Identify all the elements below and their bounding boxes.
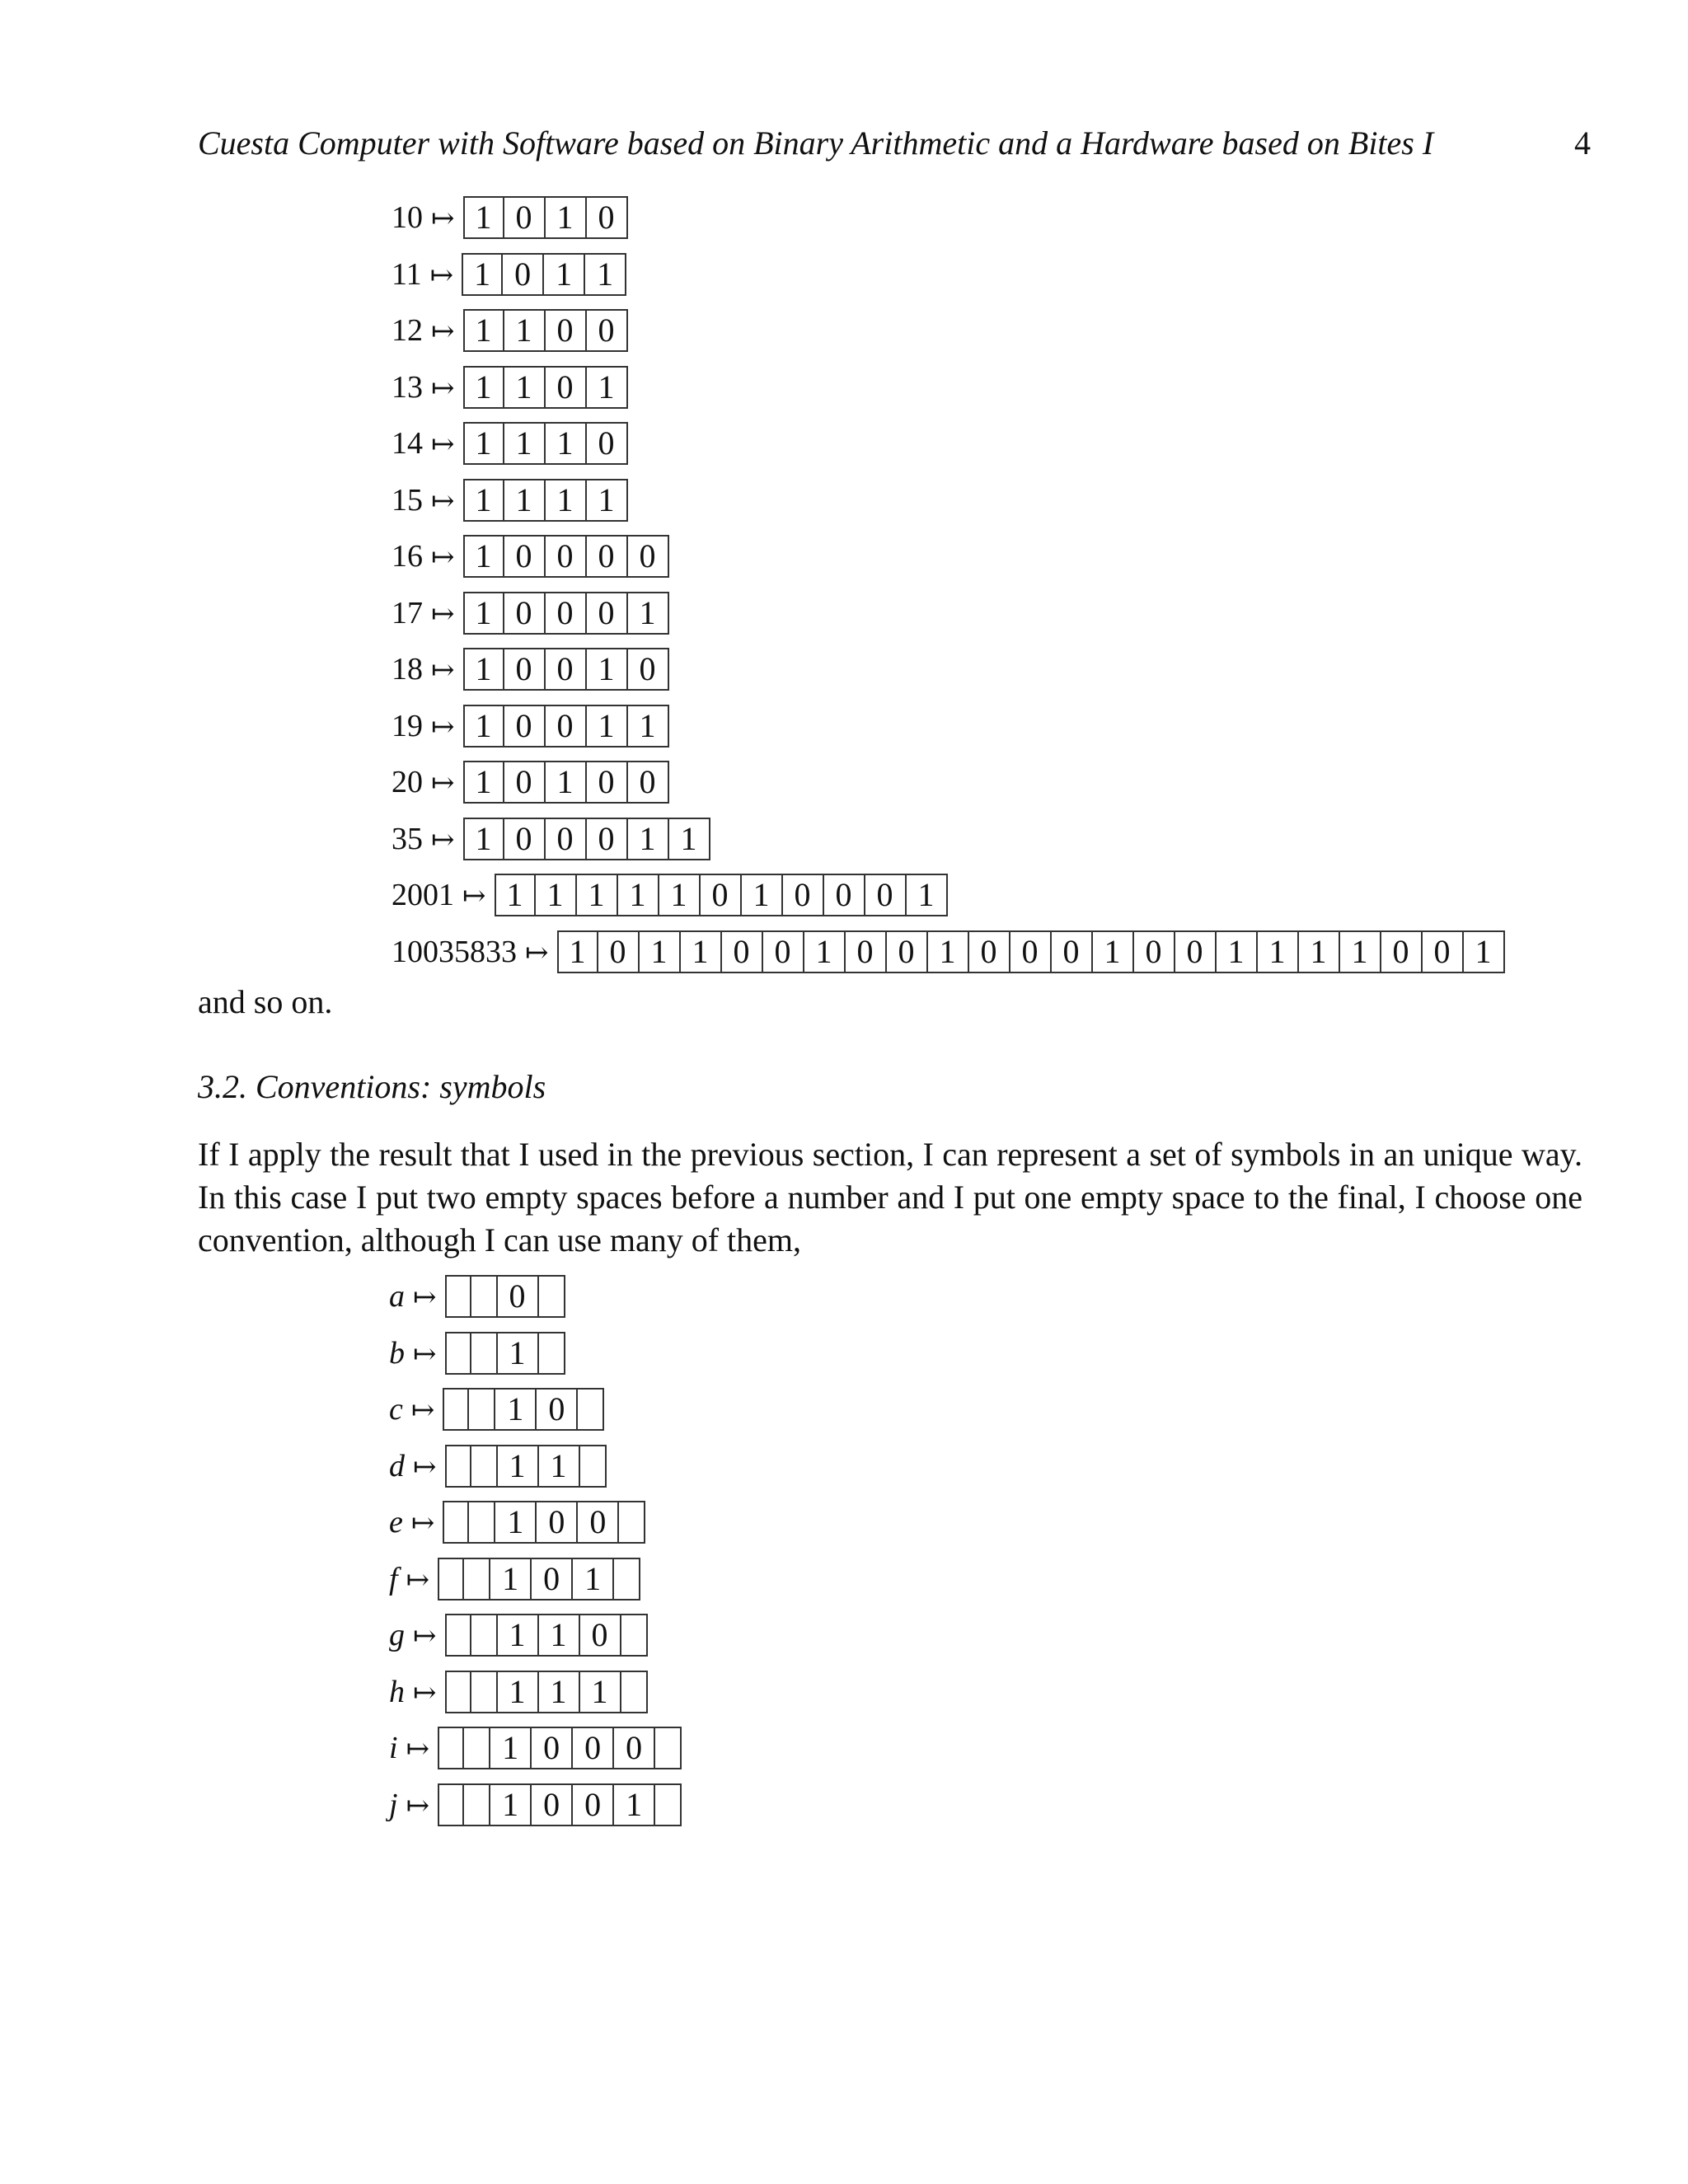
bit-cell-group [445, 1671, 648, 1713]
bit-cell: 0 [546, 309, 587, 352]
number-mapping-label [392, 592, 455, 635]
bit-cell: 1 [463, 648, 504, 691]
number-mapping-label [392, 818, 455, 860]
bit-cell: 1 [804, 930, 846, 973]
symbol-mapping-row [389, 1332, 565, 1375]
bit-cell: 0 [498, 1275, 539, 1318]
empty-cell [655, 1727, 682, 1769]
number-mapping-label [392, 422, 455, 465]
empty-cell [614, 1558, 640, 1601]
maps-to-arrow-icon: ↦ [431, 598, 455, 630]
bit-cell: 1 [587, 648, 628, 691]
empty-cell [438, 1727, 464, 1769]
maps-to-arrow-icon: ↦ [431, 711, 455, 743]
symbol-mapping-row [389, 1501, 645, 1544]
bit-cell: 0 [969, 930, 1010, 973]
bit-cell: 1 [659, 874, 701, 916]
symbol-mapping-label [389, 1558, 429, 1601]
bit-cell: 1 [495, 1388, 537, 1431]
bit-cell: 0 [504, 818, 546, 860]
empty-cell [443, 1388, 469, 1431]
bit-cell-group [445, 1332, 565, 1375]
number-mapping-label [392, 309, 455, 352]
bit-cell: 1 [546, 196, 587, 239]
symbol-mapping-row [389, 1614, 648, 1657]
bit-cell: 1 [495, 1501, 537, 1544]
bit-cell: 1 [1258, 930, 1299, 973]
bit-cell: 0 [504, 196, 546, 239]
bit-cell-group [495, 874, 948, 916]
bit-cell-group [445, 1614, 648, 1657]
maps-to-arrow-icon: ↦ [431, 768, 455, 799]
empty-cell [445, 1614, 471, 1657]
empty-cell [621, 1614, 648, 1657]
mapping-label-text: 14 [392, 426, 423, 461]
bit-cell: 0 [587, 196, 628, 239]
mapping-label-text: 13 [392, 369, 423, 405]
mapping-label-text: b [389, 1335, 405, 1371]
bit-cell: 1 [585, 253, 626, 296]
bit-cell: 1 [587, 705, 628, 748]
maps-to-arrow-icon: ↦ [413, 1282, 437, 1313]
bit-cell-group [557, 930, 1505, 973]
mapping-label-text: c [389, 1392, 403, 1427]
number-mapping-label [392, 930, 549, 973]
page-number: 4 [1574, 124, 1591, 162]
bit-cell: 0 [824, 874, 865, 916]
bit-cell: 1 [490, 1727, 532, 1769]
maps-to-arrow-icon: ↦ [462, 881, 486, 912]
bit-cell: 1 [463, 422, 504, 465]
maps-to-arrow-icon: ↦ [525, 937, 549, 968]
bit-cell: 0 [628, 535, 669, 578]
maps-to-arrow-icon: ↦ [431, 429, 455, 460]
number-mapping-row [392, 196, 628, 239]
bit-cell: 0 [546, 535, 587, 578]
empty-cell [539, 1275, 565, 1318]
number-mapping-row [392, 761, 669, 804]
bit-cell: 1 [504, 479, 546, 522]
empty-cell [469, 1501, 495, 1544]
number-mapping-row [392, 705, 669, 748]
bit-cell: 1 [463, 761, 504, 804]
bit-cell: 1 [463, 592, 504, 635]
maps-to-arrow-icon: ↦ [431, 655, 455, 686]
maps-to-arrow-icon: ↦ [413, 1621, 437, 1652]
empty-cell [471, 1671, 498, 1713]
number-mapping-row [392, 592, 669, 635]
bit-cell: 0 [504, 592, 546, 635]
bit-cell: 1 [504, 309, 546, 352]
bit-cell: 0 [546, 366, 587, 409]
bit-cell: 1 [539, 1671, 580, 1713]
bit-cell: 0 [1052, 930, 1093, 973]
bit-cell: 1 [462, 253, 503, 296]
bit-cell: 1 [546, 479, 587, 522]
number-mapping-label [392, 366, 455, 409]
number-mapping-row [392, 422, 628, 465]
mapping-label-text: g [389, 1618, 405, 1652]
bit-cell: 0 [587, 535, 628, 578]
bit-cell: 1 [681, 930, 722, 973]
number-mapping-row [392, 366, 628, 409]
bit-cell: 1 [495, 874, 536, 916]
bit-cell: 1 [587, 366, 628, 409]
bit-cell: 1 [490, 1558, 532, 1601]
bit-cell: 0 [1010, 930, 1052, 973]
bit-cell: 0 [504, 648, 546, 691]
number-mapping-row [392, 479, 628, 522]
bit-cell: 1 [504, 366, 546, 409]
number-mapping-row [392, 818, 710, 860]
bit-cell: 0 [1423, 930, 1464, 973]
empty-cell [621, 1671, 648, 1713]
symbol-mapping-row [389, 1783, 682, 1826]
symbol-mapping-label [389, 1332, 437, 1375]
running-header [198, 124, 1591, 173]
bit-cell: 0 [537, 1388, 578, 1431]
mapping-label-text: 16 [392, 539, 423, 574]
empty-cell [464, 1783, 490, 1826]
symbol-mapping-row [389, 1388, 604, 1431]
maps-to-arrow-icon: ↦ [431, 373, 455, 404]
bit-cell: 0 [532, 1727, 573, 1769]
number-mapping-row [392, 309, 628, 352]
bit-cell: 1 [614, 1783, 655, 1826]
bit-cell-group [463, 648, 669, 691]
bit-cell-group [463, 479, 628, 522]
bit-cell: 0 [1381, 930, 1423, 973]
bit-cell: 1 [1340, 930, 1381, 973]
symbol-mapping-label [389, 1783, 429, 1826]
bit-cell: 0 [628, 648, 669, 691]
bit-cell: 1 [742, 874, 783, 916]
empty-cell [619, 1501, 645, 1544]
symbol-mapping-row [389, 1445, 607, 1488]
bit-cell: 1 [618, 874, 659, 916]
mapping-label-text: d [389, 1448, 405, 1483]
maps-to-arrow-icon: ↦ [406, 1734, 430, 1765]
empty-cell [539, 1332, 565, 1375]
bit-cell: 0 [573, 1727, 614, 1769]
mapping-label-text: e [389, 1505, 403, 1540]
number-mapping-label [392, 535, 455, 578]
bit-cell: 0 [532, 1558, 573, 1601]
bit-cell-group [463, 366, 628, 409]
bit-cell: 1 [463, 479, 504, 522]
empty-cell [469, 1388, 495, 1431]
empty-cell [464, 1727, 490, 1769]
bit-cell: 0 [598, 930, 640, 973]
bit-cell: 1 [536, 874, 577, 916]
bit-cell-group [463, 422, 628, 465]
symbol-mapping-label [389, 1445, 437, 1488]
mapping-label-text: 2001 [392, 878, 454, 912]
maps-to-arrow-icon: ↦ [431, 316, 455, 347]
maps-to-arrow-icon: ↦ [413, 1451, 437, 1483]
number-mapping-label [392, 479, 455, 522]
mapping-label-text: 20 [392, 765, 423, 799]
bit-cell-group [462, 253, 626, 296]
bit-cell: 1 [546, 761, 587, 804]
bit-cell: 1 [498, 1671, 539, 1713]
mapping-label-text: h [389, 1674, 405, 1709]
bit-cell: 1 [463, 705, 504, 748]
bit-cell: 0 [587, 818, 628, 860]
bit-cell: 1 [463, 535, 504, 578]
empty-cell [445, 1275, 471, 1318]
bit-cell: 0 [628, 761, 669, 804]
bit-cell-group [438, 1727, 682, 1769]
bit-cell: 0 [783, 874, 824, 916]
maps-to-arrow-icon: ↦ [413, 1338, 437, 1370]
empty-cell [445, 1671, 471, 1713]
bit-cell: 1 [557, 930, 598, 973]
mapping-label-text: 15 [392, 482, 423, 518]
symbol-mapping-row [389, 1727, 682, 1769]
bit-cell-group [463, 535, 669, 578]
maps-to-arrow-icon: ↦ [413, 1677, 437, 1708]
bit-cell: 1 [628, 592, 669, 635]
empty-cell [471, 1332, 498, 1375]
bit-cell: 0 [587, 422, 628, 465]
bit-cell: 1 [504, 422, 546, 465]
bit-cell: 1 [490, 1783, 532, 1826]
empty-cell [580, 1445, 607, 1488]
number-mapping-row [392, 930, 1505, 973]
maps-to-arrow-icon: ↦ [410, 1508, 435, 1539]
bit-cell: 1 [907, 874, 948, 916]
bit-cell-group [463, 818, 710, 860]
bit-cell: 0 [546, 705, 587, 748]
bit-cell: 1 [1299, 930, 1340, 973]
bit-cell-group [445, 1275, 565, 1318]
bit-cell: 0 [546, 648, 587, 691]
bit-cell: 0 [504, 705, 546, 748]
empty-cell [438, 1558, 464, 1601]
bit-cell-group [463, 309, 628, 352]
maps-to-arrow-icon: ↦ [431, 485, 455, 517]
symbol-mapping-label [389, 1388, 434, 1431]
empty-cell [443, 1501, 469, 1544]
mapping-label-text: 12 [392, 313, 423, 348]
empty-cell [464, 1558, 490, 1601]
mapping-label-text: 35 [392, 821, 423, 856]
empty-cell [445, 1332, 471, 1375]
mapping-label-text: a [389, 1279, 405, 1314]
bit-cell-group [443, 1501, 645, 1544]
symbol-mapping-row [389, 1671, 648, 1713]
maps-to-arrow-icon: ↦ [406, 1790, 430, 1821]
mapping-label-text: 19 [392, 708, 423, 743]
bit-cell: 1 [573, 1558, 614, 1601]
maps-to-arrow-icon: ↦ [406, 1564, 430, 1596]
symbol-mapping-row [389, 1275, 565, 1318]
bit-cell: 0 [614, 1727, 655, 1769]
bit-cell: 1 [580, 1671, 621, 1713]
number-mapping-label [392, 874, 486, 916]
bit-cell: 1 [546, 422, 587, 465]
bit-cell: 1 [628, 705, 669, 748]
bit-cell: 1 [539, 1614, 580, 1657]
mapping-label-text: j [389, 1787, 398, 1822]
section-title: 3.2. Conventions: symbols [198, 1068, 546, 1105]
empty-cell [471, 1275, 498, 1318]
bit-cell: 0 [546, 818, 587, 860]
empty-cell [445, 1445, 471, 1488]
bit-cell: 1 [1464, 930, 1505, 973]
bit-cell: 1 [463, 366, 504, 409]
bit-cell: 0 [573, 1783, 614, 1826]
bit-cell: 1 [1093, 930, 1134, 973]
symbol-mapping-label [389, 1727, 429, 1769]
empty-cell [438, 1783, 464, 1826]
bit-cell-group [463, 761, 669, 804]
bit-cell: 1 [498, 1614, 539, 1657]
maps-to-arrow-icon: ↦ [431, 204, 455, 234]
bit-cell: 1 [539, 1445, 580, 1488]
bit-cell: 1 [498, 1445, 539, 1488]
symbol-mapping-row [389, 1558, 640, 1601]
mapping-label-text: i [389, 1731, 398, 1765]
mapping-label-text: f [389, 1561, 398, 1596]
number-mapping-label [392, 761, 455, 804]
bit-cell: 0 [887, 930, 928, 973]
bit-cell-group [438, 1558, 640, 1601]
mapping-label-text: 10 [392, 200, 423, 235]
symbol-mapping-label [389, 1501, 434, 1544]
number-mapping-label [392, 253, 453, 296]
header-title: Cuesta Computer with Software based on Binary Arithmetic and a Hardware based on Bites I [198, 124, 1434, 162]
bit-cell: 1 [544, 253, 585, 296]
bit-cell-group [443, 1388, 604, 1431]
maps-to-arrow-icon: ↦ [429, 260, 454, 291]
bit-cell: 1 [463, 818, 504, 860]
bit-cell: 1 [928, 930, 969, 973]
bit-cell: 0 [1175, 930, 1217, 973]
bit-cell: 0 [503, 253, 544, 296]
bit-cell: 0 [580, 1614, 621, 1657]
bit-cell: 0 [504, 761, 546, 804]
bit-cell: 0 [546, 592, 587, 635]
bit-cell: 0 [865, 874, 907, 916]
maps-to-arrow-icon: ↦ [431, 542, 455, 573]
bit-cell: 0 [537, 1501, 578, 1544]
bit-cell: 1 [577, 874, 618, 916]
bit-cell: 1 [498, 1332, 539, 1375]
maps-to-arrow-icon: ↦ [410, 1395, 435, 1426]
bit-cell: 0 [587, 761, 628, 804]
mapping-label-text: 11 [392, 256, 422, 292]
bit-cell: 0 [587, 592, 628, 635]
number-mapping-row [392, 648, 669, 691]
bit-cell: 1 [669, 818, 710, 860]
bit-cell: 1 [463, 196, 504, 239]
bit-cell-group [445, 1445, 607, 1488]
and-so-on-text: and so on. [198, 983, 333, 1020]
mapping-label-text: 10035833 [392, 934, 517, 969]
number-mapping-row [392, 535, 669, 578]
number-mapping-row [392, 874, 948, 916]
bit-cell-group [463, 705, 669, 748]
symbol-mapping-label [389, 1614, 437, 1657]
maps-to-arrow-icon: ↦ [431, 824, 455, 855]
bit-cell: 0 [1134, 930, 1175, 973]
bit-cell-group [463, 592, 669, 635]
number-mapping-label [392, 705, 455, 748]
mapping-label-text: 18 [392, 652, 423, 687]
bit-cell: 0 [504, 535, 546, 578]
bit-cell: 1 [587, 479, 628, 522]
number-mapping-row [392, 253, 626, 296]
number-mapping-label [392, 196, 455, 239]
bit-cell: 0 [701, 874, 742, 916]
bit-cell: 0 [846, 930, 887, 973]
bit-cell-group [463, 196, 628, 239]
section-paragraph: If I apply the result that I used in the previous section, I can represent a set of symbols in an unique way. In this case I put two empty spaces before a number and I put one empty space to the final, I choose one convention, although I can use many of them, [198, 1136, 1582, 1258]
bit-cell: 0 [578, 1501, 619, 1544]
bit-cell: 1 [1217, 930, 1258, 973]
symbol-mapping-label [389, 1275, 437, 1318]
bit-cell: 1 [628, 818, 669, 860]
empty-cell [471, 1614, 498, 1657]
bit-cell-group [438, 1783, 682, 1826]
bit-cell: 0 [722, 930, 763, 973]
bit-cell: 1 [463, 309, 504, 352]
number-mapping-label [392, 648, 455, 691]
bit-cell: 0 [763, 930, 804, 973]
empty-cell [578, 1388, 604, 1431]
bit-cell: 0 [587, 309, 628, 352]
symbol-mapping-label [389, 1671, 437, 1713]
empty-cell [655, 1783, 682, 1826]
mapping-label-text: 17 [392, 595, 423, 630]
empty-cell [471, 1445, 498, 1488]
bit-cell: 1 [640, 930, 681, 973]
bit-cell: 0 [532, 1783, 573, 1826]
